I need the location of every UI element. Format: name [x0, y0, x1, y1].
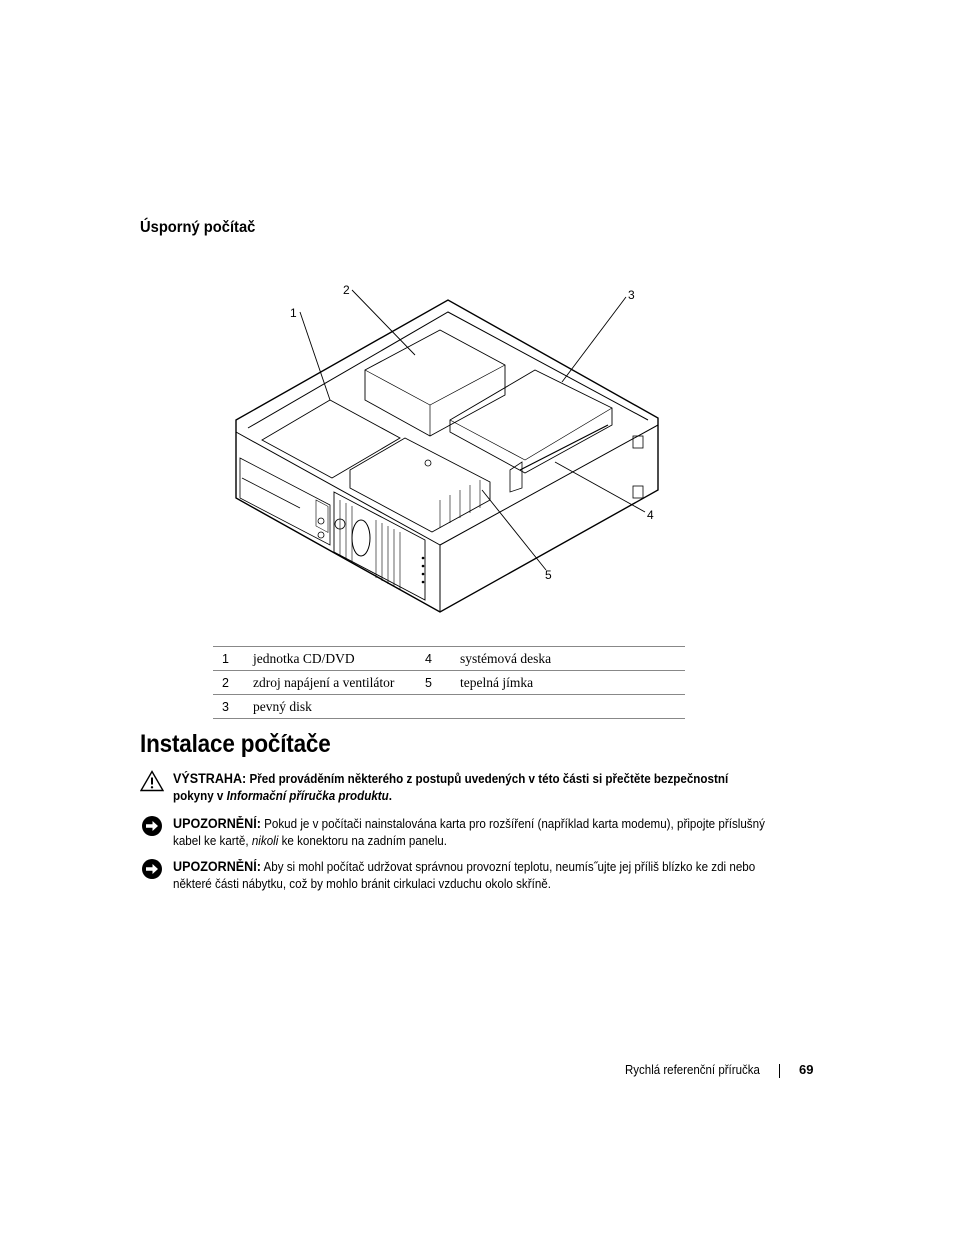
legend-number: 3: [213, 695, 253, 719]
callout-4: 4: [647, 508, 654, 522]
page-number: 69: [799, 1062, 814, 1077]
notice-text: Pokud je v počítači nainstalována karta pro rozšíření (například karta modemu), připojte příslušný kabel ke kartě,: [173, 817, 765, 848]
warning-text-end: .: [388, 789, 393, 803]
chapter-title: Instalace počítače: [140, 730, 331, 758]
warning-triangle-icon: [140, 770, 164, 792]
computer-illustration: [225, 280, 670, 620]
footer-book-title: Rychlá referenční příručka: [625, 1063, 760, 1077]
callout-1: 1: [290, 306, 297, 320]
table-row: [213, 647, 685, 671]
legend-label: systémová deska: [460, 647, 685, 671]
notice-label: UPOZORNĚNÍ:: [173, 816, 261, 831]
notice-expansion-card: [140, 815, 765, 850]
table-row: [213, 695, 685, 719]
notice-text-end: ke konektoru na zadním panelu.: [278, 834, 448, 848]
legend-label: zdroj napájení a ventilátor: [253, 671, 421, 695]
legend-number: 4: [421, 647, 460, 671]
parts-legend-table: [213, 646, 685, 719]
notice-emphasis: nikoli: [251, 834, 279, 848]
legend-label: [460, 695, 685, 719]
callout-2: 2: [343, 283, 350, 297]
notice-ventilation: [140, 858, 760, 893]
legend-number: 2: [213, 671, 253, 695]
legend-label: tepelná jímka: [460, 671, 685, 695]
legend-label: pevný disk: [253, 695, 421, 719]
notice-label: UPOZORNĚNÍ:: [173, 859, 261, 874]
footer-divider: [779, 1064, 780, 1078]
callout-5: 5: [545, 568, 552, 582]
callout-3: 3: [628, 288, 635, 302]
legend-number: [421, 695, 460, 719]
warning-label: VÝSTRAHA:: [173, 771, 247, 786]
notice-arrow-icon: [140, 815, 164, 837]
section-heading: Úsporný počítač: [140, 219, 256, 236]
legend-label: jednotka CD/DVD: [253, 647, 421, 671]
table-row: [213, 671, 685, 695]
notice-text: Aby si mohl počítač udržovat správnou provozní teplotu, neumís˝ujte jej příliš blízko ke zdi nebo některé části nábytku, což by mohlo bránit cirkulaci vzduchu okolo skříně.: [173, 860, 756, 891]
warning-notice: [140, 770, 760, 805]
warning-text: Před prováděním některého z postupů uvedených v této části si přečtěte bezpečnostní pokyny v: [173, 772, 729, 803]
legend-number: 1: [213, 647, 253, 671]
notice-arrow-icon: [140, 858, 164, 880]
legend-number: 5: [421, 671, 460, 695]
warning-doc-title: Informační příručka produktu: [226, 789, 389, 803]
